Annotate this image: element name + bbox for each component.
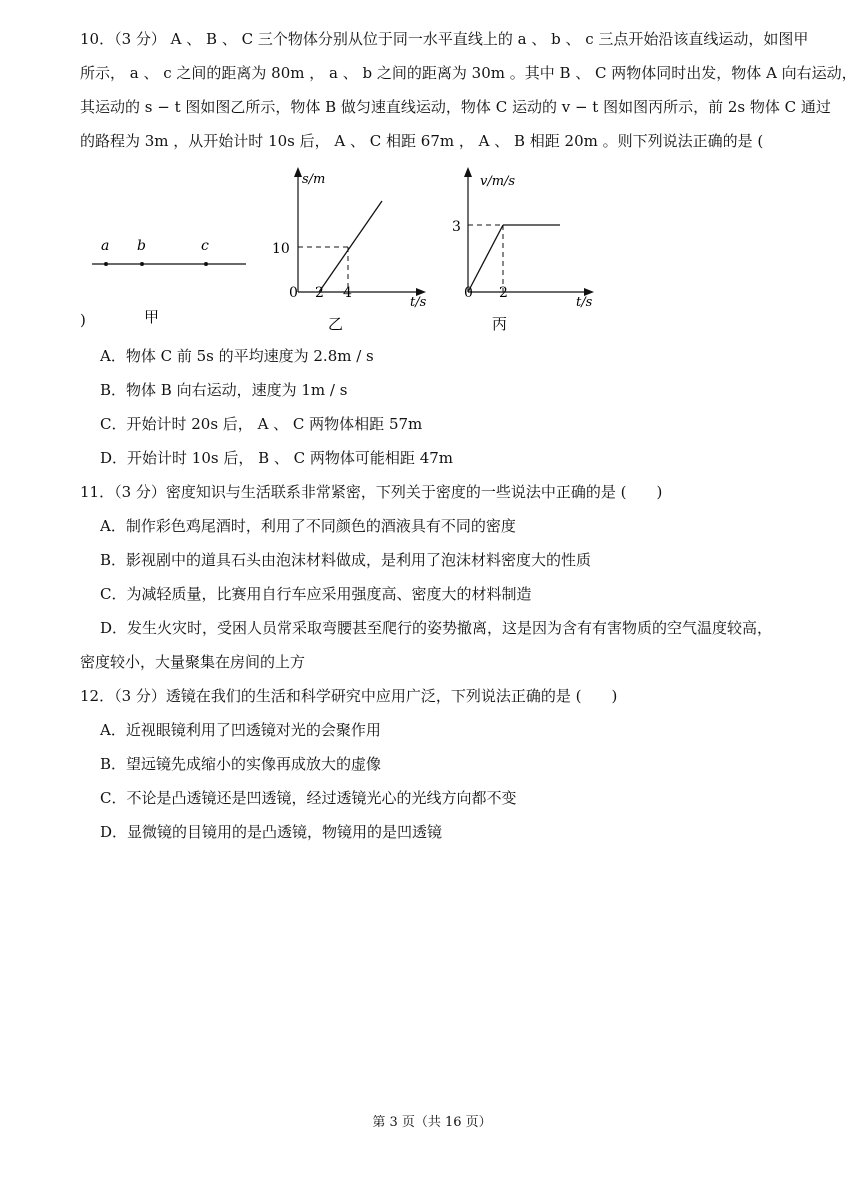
q10-option-c: C．开始计时 20s 后， A 、 C 两物体相距 57m xyxy=(100,415,423,433)
point-b xyxy=(140,262,144,266)
q10-line-2: 所示， a 、 c 之间的距离为 80m ， a 、 b 之间的距离为 30m 。其中 B 、 C 两物体同时出发，物体 A 向右运动， xyxy=(80,64,857,82)
q11-stem: 11．（3 分）密度知识与生活联系非常紧密，下列关于密度的一些说法中正确的是 ( ) xyxy=(80,483,663,501)
q10-line-1: 10．（3 分） A 、 B 、 C 三个物体分别从位于同一水平直线上的 a 、 b 、 c 三点开始沿该直线运动，如图甲 xyxy=(80,30,809,48)
caption-bing: 丙 xyxy=(492,315,508,333)
q10-line-3: 其运动的 s − t 图如图乙所示，物体 B 做匀速直线运动，物体 C 运动的 v − t 图如图丙所示，前 2s 物体 C 通过 xyxy=(80,98,831,116)
q12-stem: 12．（3 分）透镜在我们的生活和科学研究中应用广泛，下列说法正确的是 ( ) xyxy=(80,687,618,705)
q11-option-c: C．为减轻质量，比赛用自行车应采用强度高、密度大的材料制造 xyxy=(100,585,532,603)
bing-ytick-3: 3 xyxy=(452,219,461,235)
yi-y-arrow xyxy=(294,167,302,177)
figure-jia xyxy=(88,228,258,328)
q12-option-d: D．显微镜的目镜用的是凸透镜，物镜用的是凹透镜 xyxy=(100,823,443,841)
figure-yi xyxy=(270,165,440,340)
q12-option-c: C．不论是凸透镜还是凹透镜，经过透镜光心的光线方向都不变 xyxy=(100,789,517,807)
yi-ylabel: s/m xyxy=(302,172,326,187)
bing-vt-accel xyxy=(468,225,503,292)
label-a: a xyxy=(101,238,110,254)
point-c xyxy=(204,262,208,266)
q11-option-d-cont: 密度较小，大量聚集在房间的上方 xyxy=(80,653,306,671)
figure-bing xyxy=(448,165,608,340)
caption-jia: 甲 xyxy=(144,308,160,326)
label-c: c xyxy=(201,238,209,254)
yi-xtick-2: 2 xyxy=(315,285,324,301)
yi-ytick-10: 10 xyxy=(272,241,290,257)
bing-xtick-2: 2 xyxy=(499,285,508,301)
bing-y-arrow xyxy=(464,167,472,177)
q10-close-paren: ) xyxy=(80,311,86,329)
q12-option-a: A．近视眼镜利用了凹透镜对光的会聚作用 xyxy=(100,721,381,739)
q11-option-d: D．发生火灾时，受困人员常采取弯腰甚至爬行的姿势撤离，这是因为含有有害物质的空气温度较高， xyxy=(100,619,773,637)
yi-xlabel: t/s xyxy=(410,295,427,310)
q11-option-b: B．影视剧中的道具石头由泡沫材料做成，是利用了泡沫材料密度大的性质 xyxy=(100,551,592,569)
q10-option-a: A．物体 C 前 5s 的平均速度为 2.8m / s xyxy=(100,347,374,365)
bing-ylabel: v/m/s xyxy=(480,174,516,189)
q12-option-b: B．望远镜先成缩小的实像再成放大的虚像 xyxy=(100,755,382,773)
yi-origin: 0 xyxy=(289,285,298,301)
page-footer: 第 3 页（共 16 页） xyxy=(372,1115,492,1130)
bing-xlabel: t/s xyxy=(576,295,593,310)
q10-option-b: B．物体 B 向右运动，速度为 1m / s xyxy=(100,381,348,399)
q10-option-d: D．开始计时 10s 后， B 、 C 两物体可能相距 47m xyxy=(100,449,453,467)
q10-line-4: 的路程为 3m ，从开始计时 10s 后， A 、 C 相距 67m ， A 、 B 相距 20m 。则下列说法正确的是 ( xyxy=(80,132,764,150)
bing-origin: 0 xyxy=(464,285,473,301)
point-a xyxy=(104,262,108,266)
yi-xtick-4: 4 xyxy=(343,285,352,301)
q11-option-a: A．制作彩色鸡尾酒时，利用了不同颜色的酒液具有不同的密度 xyxy=(100,517,516,535)
caption-yi: 乙 xyxy=(328,315,344,333)
label-b: b xyxy=(137,238,146,254)
